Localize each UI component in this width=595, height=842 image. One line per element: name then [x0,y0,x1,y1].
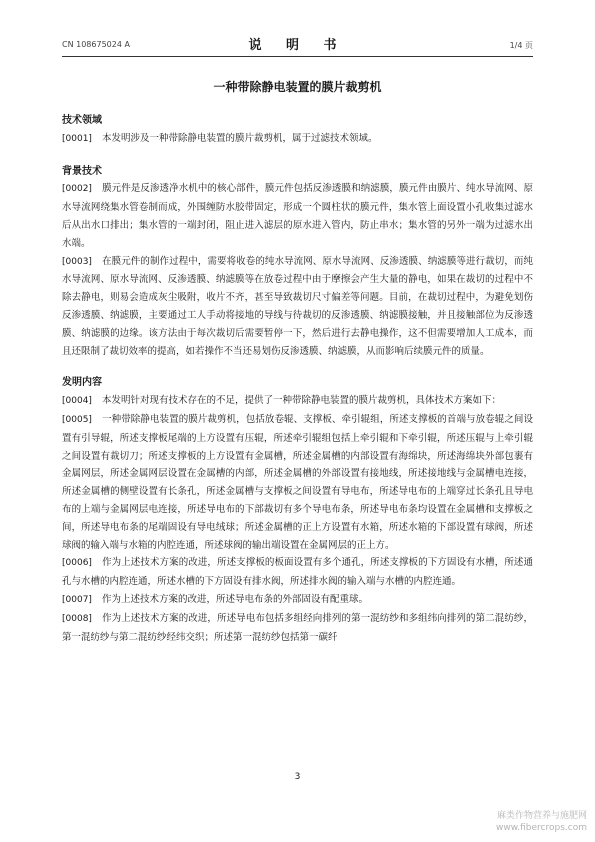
section-heading-technical-field: 技术领域 [62,115,102,126]
paragraph [62,130,533,149]
section-heading-background: 背景技术 [62,165,102,177]
page-indicator: 1/4 页 [509,41,533,50]
paragraph [62,591,533,610]
paragraph-text: 作为上述技术方案的改进，所述导电布包括多组经向排列的第一混纺纱和多组纬向排列的第二混纺纱，第一混纺纱与第二混纺纱经纬交织；所述第一混纺纱包括第一碳纤 [62,612,533,643]
paragraph-number: [0002] [62,184,92,195]
paragraph-number: [0005] [62,414,92,425]
paragraph-text: 一种带除静电装置的膜片裁剪机，包括放卷辊、支撑板、牵引辊组，所述支撑板的首端与放卷辊之间设置有引导辊，所述支撑板尾端的上方设置有压辊，所述牵引辊组包括上牵引辊和下牵引辊，所述压辊与上牵引辊之间设置有裁切刀；所述支撑板的上方设置有金属槽，所述金属槽的内部设置有海绵块，所述海绵块外部包裹有金属网层，所述金属网层设置在金属槽的内部，所述金属槽的外部设置有接地线，所述接地线与金属槽电连接，所述金属槽的侧壁设置有长条孔，所述金属槽与支撑板之间设置有导电布，所述导电布的上端穿过长条孔且导电布的上端与金属网层电连接，所述导电布的下部裁切有多个导电布条，所述导电布条均设置在金属槽和支撑板之间，所述导电布条的尾端固设有导电绒球；所述金属槽的正上方设置有水箱，所述水箱的下部设置有球阀，所述球阀的输入端与水箱的内腔连通，所述球阀的输出端设置在金属网层的正上方。 [62,413,533,551]
paragraph-number: [0006] [62,558,92,569]
paragraph [62,253,533,361]
paragraph-text: 本发明针对现有技术存在的不足，提供了一种带除静电装置的膜片裁剪机，具体技术方案如下： [102,395,502,407]
paragraph-text: 作为上述技术方案的改进，所述支撑板的板面设置有多个通孔，所述支撑板的下方固设有水槽，所述通孔与水槽的内腔连通，所述水槽的下方固设有排水阀，所述排水阀的输入端与水槽的内腔连通。 [62,557,533,588]
paragraph-number: [0007] [62,594,92,605]
paragraph-number: [0003] [62,256,92,267]
paragraph [62,554,533,591]
paragraph-number: [0004] [62,396,92,407]
paragraph-text: 在膜元件的制作过程中，需要将收卷的纯水导流网、原水导流网、反渗透膜、纳滤膜等进行裁切，而纯水导流网、原水导流网、反渗透膜、纳滤膜等在放卷过程中由于摩擦会产生大量的静电，如果在裁切的过程中不除去静电，则易会造成灰尘吸附，收片不齐，甚至导致裁切尺寸偏差等问题。目前，在裁切过程中，为避免划伤反渗透膜、纳滤膜，主要通过工人手动将接地的导线与待裁切的反渗透膜、纳滤膜接触，并且接触部位为反渗透膜、纳滤膜的边缘。该方法由于每次裁切后需要暂停一下，然后进行去静电操作，这不但需要增加人工成本，而且还限制了裁切效率的提高，如若操作不当还易划伤反渗透膜、纳滤膜，从而影响后续膜元件的质量。 [62,255,533,357]
page-number: 3 [294,772,301,782]
paragraph-number: [0001] [62,133,92,144]
invention-title: 一种带除静电装置的膜片裁剪机 [213,80,382,94]
patent-number: CN 108675024 A [62,40,130,49]
paragraph-text: 本发明涉及一种带除静电装置的膜片裁剪机，属于过滤技术领域。 [102,132,378,144]
watermark-site-name: 麻类作物营养与施肥网 [496,811,587,821]
paragraph-text: 作为上述技术方案的改进，所述导电布条的外部固设有配重球。 [102,593,369,605]
section-heading-summary: 发明内容 [62,377,102,389]
paragraph [62,180,533,252]
watermark [496,810,587,834]
paragraph-text: 膜元件是反渗透净水机中的核心部件，膜元件包括反渗透膜和纳滤膜，膜元件由膜片、纯水导流网、原水导流网绕集水管卷制而成，外围缠防水胶带固定，形成一个圆柱状的膜元件，集水管上面设置小孔收集过滤水后从出水口排出；集水管的一端封闭，阻止进入滤层的原水进入管内，防止串水；集水管的另外一端为过滤水出水端。 [62,183,533,249]
paragraph [62,610,533,647]
paragraph [62,392,533,411]
document-body [62,108,533,646]
paragraph-number: [0008] [62,613,92,624]
watermark-url: www.fibercrops.com [496,823,587,833]
page-header [62,34,533,57]
paragraph [62,411,533,554]
document-type-title: 说 明 书 [248,38,347,53]
